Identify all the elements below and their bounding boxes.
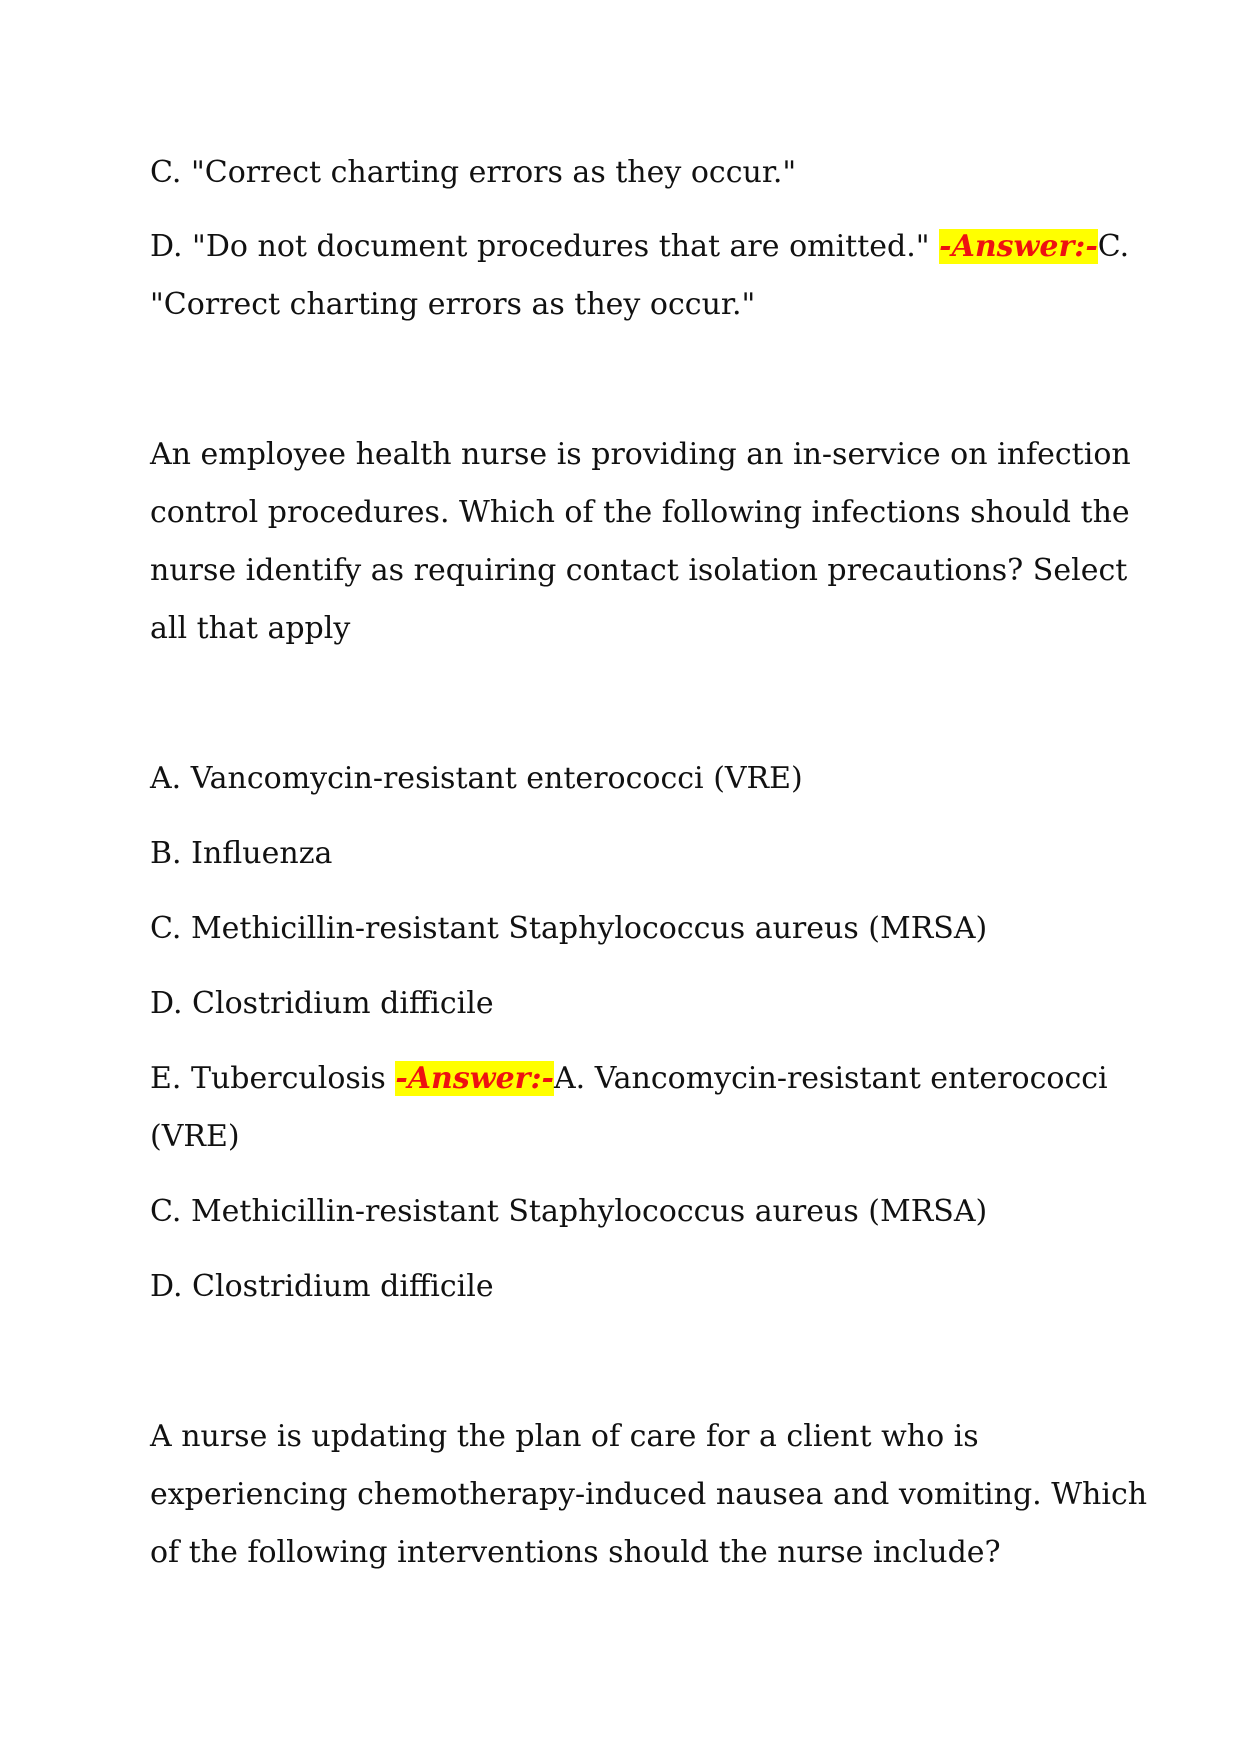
infection-option-b: B. Influenza bbox=[150, 836, 333, 871]
infection-option-e: E. Tuberculosis bbox=[150, 1061, 396, 1096]
infection-answer-line4: D. Clostridium difficile bbox=[150, 1269, 494, 1304]
infection-option-d: D. Clostridium difficile bbox=[150, 986, 494, 1021]
infection-stem-line-4: all that apply bbox=[150, 611, 351, 646]
prev-option-c: C. "Correct charting errors as they occur." bbox=[150, 155, 797, 190]
answer-tag: -Answer:- bbox=[939, 229, 1098, 264]
infection-stem-line-3: nurse identify as requiring contact isolation precautions? Select bbox=[150, 553, 1128, 588]
infection-answer-line3: C. Methicillin-resistant Staphylococcus aureus (MRSA) bbox=[150, 1194, 988, 1229]
infection-stem-line-2: control procedures. Which of the following infections should the bbox=[150, 495, 1130, 530]
prev-option-d-with-answer bbox=[150, 227, 1129, 267]
prev-option-d: D. "Do not document procedures that are omitted." bbox=[150, 229, 940, 264]
infection-stem-line-1: An employee health nurse is providing an in-service on infection bbox=[150, 437, 1131, 472]
answer-tag: -Answer:- bbox=[395, 1061, 554, 1096]
infection-option-a: A. Vancomycin-resistant enterococci (VRE) bbox=[150, 761, 803, 796]
infection-answer-line2: (VRE) bbox=[150, 1119, 240, 1154]
infection-answer-line1: A. Vancomycin-resistant enterococci bbox=[553, 1061, 1108, 1096]
infection-option-e-with-answer bbox=[150, 1059, 1108, 1099]
chemo-stem-line-1: A nurse is updating the plan of care for a client who is bbox=[150, 1419, 979, 1454]
infection-option-c: C. Methicillin-resistant Staphylococcus aureus (MRSA) bbox=[150, 911, 988, 946]
chemo-stem-line-2: experiencing chemotherapy-induced nausea and vomiting. Which bbox=[150, 1477, 1148, 1512]
chemo-stem-line-3: of the following interventions should the nurse include? bbox=[150, 1535, 1001, 1570]
prev-answer-line2: "Correct charting errors as they occur." bbox=[150, 287, 756, 322]
prev-answer-line1: C. bbox=[1097, 229, 1130, 264]
